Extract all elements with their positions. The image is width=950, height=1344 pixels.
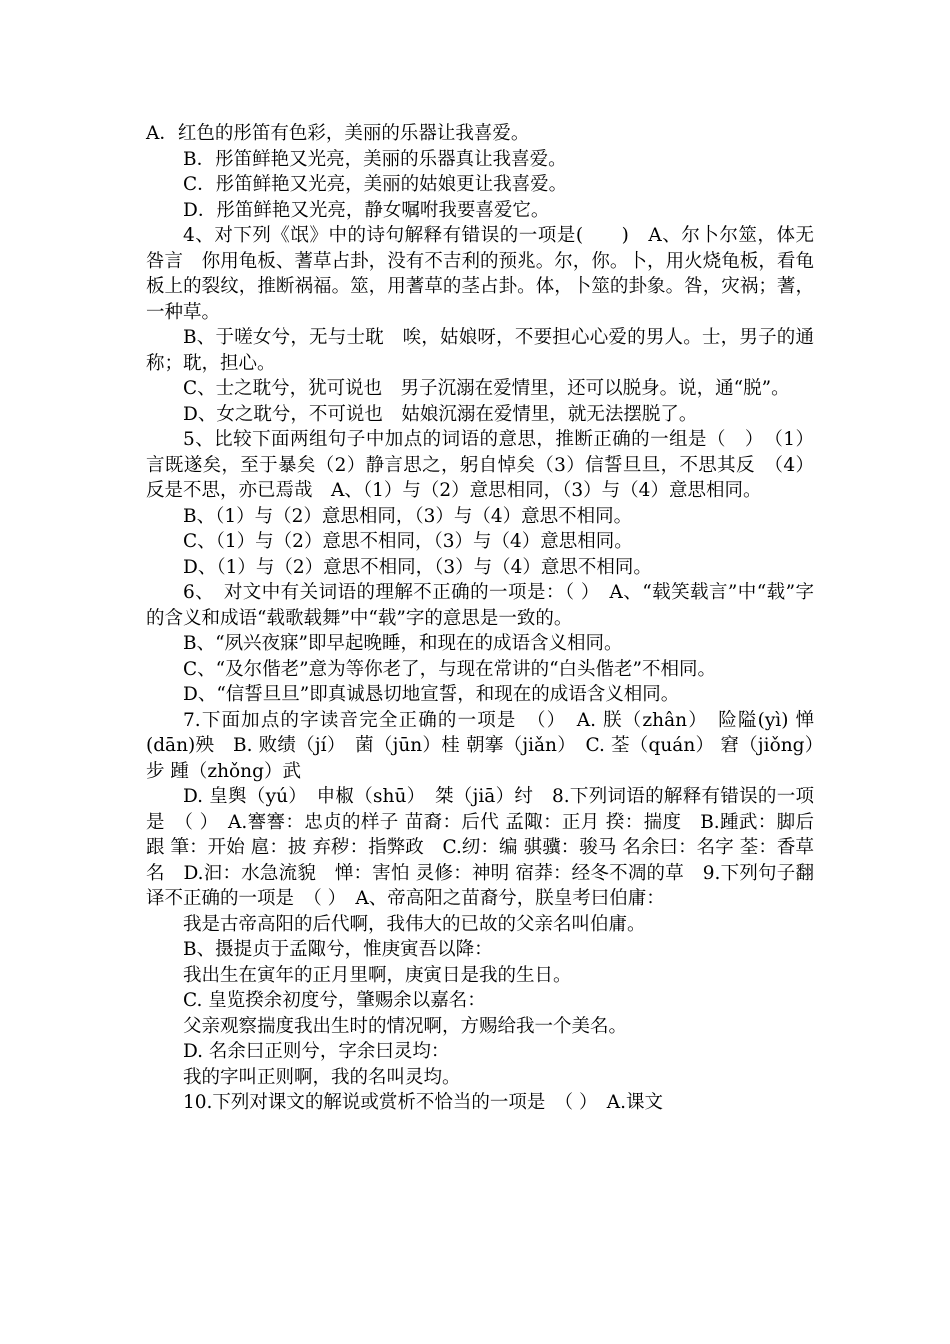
paragraph: B、（1）与（2）意思相同，（3）与（4）意思不相同。 [183, 505, 633, 527]
paragraph: C、士之耽兮，犹可说也 男子沉溺在爱情里，还可以脱身。说，通“脱”。 [183, 378, 790, 399]
paragraph: D、女之耽兮，不可说也 姑娘沉溺在爱情里，就无法摆脱了。 [183, 403, 698, 425]
paragraph: 我的字叫正则啊，我的名叫灵均。 [183, 1066, 461, 1088]
question-5: 5、比较下面两组句子中加点的词语的意思，推断正确的一组是（ ） （1）言既遂矣，至于暴矣（2）静言思之，躬自悼矣（3）信誓旦旦，不思其反 （4）反是不思，亦已焉哉 A、（1）与（2）意思相同，（3）与（4）意思相同。 [146, 429, 814, 501]
question-8-9: D. 皇舆（yú） 申椒（shū） 桀（jiā）纣 8.下列词语的解释有错误的一项是 （ ） A.謇謇：忠贞的样子 苗裔：后代 孟陬：正月 揆：揣度 B.踵武：脚后跟 筆：开始 扈：披 弃秽：指弊政 C.纫：编 骐骥：骏马 名余曰：名字 荃：香草名 D.汩：水急流貌 惮：害怕 灵修：神明 宿莽：经冬不凋的草 9.下列句子翻译不正确的一项是 （ ） A、帝高阳之苗裔兮，朕皇考曰伯庸： [146, 786, 814, 909]
paragraph: C、“及尔偕老”意为等你老了，与现在常讲的“白头偕老”不相同。 [183, 658, 716, 680]
paragraph: B、摄提贞于孟陬兮，惟庚寅吾以降： [183, 939, 493, 960]
paragraph: 父亲观察揣度我出生时的情况啊，方赐给我一个美名。 [183, 1015, 628, 1037]
paragraph: C．彤笛鲜艳又光亮，美丽的姑娘更让我喜爱。 [183, 174, 568, 195]
paragraph: D、（1）与（2）意思不相同，（3）与（4）意思不相同。 [183, 556, 652, 578]
paragraph: D、“信誓旦旦”即真诚恳切地宣誓，和现在的成语含义相同。 [183, 684, 680, 705]
question-4: 4、对下列《氓》中的诗句解释有错误的一项是( ) A、尔卜尔筮，体无咎言 你用龟板、蓍草占卦，没有不吉利的预兆。尔，你。卜，用火烧龟板，看龟板上的裂纹，推断祸福。筮，用蓍草的茎占卦。体，卜筮的卦象。咎，灾祸；蓍，一种草。 [146, 225, 814, 323]
paragraph: B、于嗟女兮，无与士耽 唉，姑娘呀，不要担心心爱的男人。士，男子的通称；耽，担心。 [146, 327, 814, 374]
question-6: 6、 对文中有关词语的理解不正确的一项是：（ ） A、“载笑载言”中“载”字的含义和成语“载歌载舞”中“载”字的意思是一致的。 [146, 582, 814, 629]
paragraph: D．彤笛鲜艳又光亮，静女嘱咐我要喜爱它。 [183, 199, 550, 221]
paragraph: 我出生在寅年的正月里啊，庚寅日是我的生日。 [183, 964, 572, 986]
paragraph: C. 皇览揆余初度兮，肇赐余以嘉名： [183, 990, 486, 1011]
paragraph: B．彤笛鲜艳又光亮，美丽的乐器真让我喜爱。 [183, 148, 567, 170]
paragraph: B、“夙兴夜寐”即早起晚睡，和现在的成语含义相同。 [183, 633, 623, 654]
paragraph: 我是古帝高阳的后代啊，我伟大的已故的父亲名叫伯庸。 [183, 913, 646, 935]
paragraph: C、（1）与（2）意思不相同，（3）与（4）意思相同。 [183, 531, 633, 552]
document-page [146, 121, 814, 1116]
question-7: 7.下面加点的字读音完全正确的一项是 （） A. 朕（zhân） 险隘(yì) 惮(dān)殃 B. 败绩（jí） 菌（jūn）桂 朝搴（jiǎn） C. 荃（quán） 窘（jiǒng）步 踵（zhǒng）武 [146, 709, 814, 782]
paragraph: D. 名余曰正则兮，字余曰灵均： [183, 1041, 450, 1062]
question-10: 10.下列对课文的解说或赏析不恰当的一项是 （ ） A.课文 [183, 1092, 664, 1113]
paragraph: A．红色的彤笛有色彩，美丽的乐器让我喜爱。 [146, 123, 530, 144]
